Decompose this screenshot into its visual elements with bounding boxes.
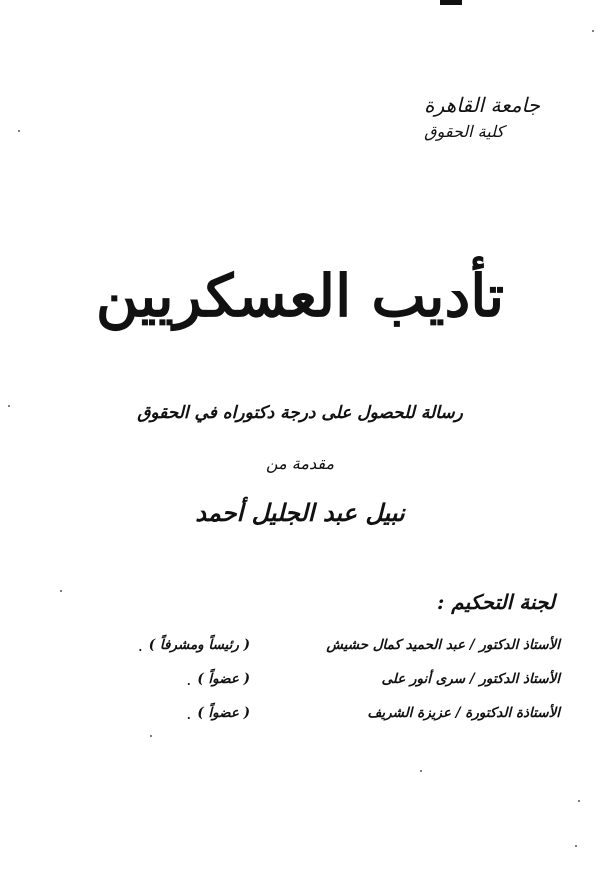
member-end-mark: . — [186, 669, 192, 689]
scan-speck — [150, 735, 152, 737]
member-end-mark: . — [186, 703, 192, 723]
committee-members-list — [30, 628, 560, 730]
scan-speck — [575, 845, 577, 847]
thesis-title: تأديب العسكريين — [95, 262, 505, 330]
presented-by-label: مقدمة من — [265, 454, 335, 473]
header-block — [320, 92, 540, 141]
scan-speck — [592, 30, 594, 32]
committee-heading: لجنة التحكيم : — [436, 590, 555, 614]
member-role: ( عضواً ) — [197, 671, 250, 687]
scan-speck — [60, 590, 62, 592]
member-role: ( رئيساً ومشرفاً ) — [148, 637, 250, 653]
committee-member — [30, 662, 560, 696]
scan-speck — [8, 405, 10, 407]
scan-speck — [578, 800, 580, 802]
faculty-name: كلية الحقوق — [424, 122, 504, 141]
university-name: جامعة القاهرة — [424, 93, 540, 117]
member-end-mark: . — [137, 635, 143, 655]
member-role: ( عضواً ) — [197, 705, 250, 721]
scan-speck — [18, 130, 20, 132]
author-name: نبيل عبد الجليل أحمد — [195, 498, 405, 527]
top-edge-mark — [440, 0, 462, 5]
member-name: الأستاذ الدكتور / سرى أنور على — [381, 671, 560, 687]
thesis-statement: رسالة للحصول على درجة دكتوراه في الحقوق — [137, 403, 463, 423]
member-name: الأستاذة الدكتورة / عزيزة الشريف — [367, 705, 560, 721]
scan-speck — [420, 770, 422, 772]
committee-member — [30, 628, 560, 662]
member-name: الأستاذ الدكتور / عبد الحميد كمال حشيش — [326, 637, 560, 653]
committee-member — [30, 696, 560, 730]
